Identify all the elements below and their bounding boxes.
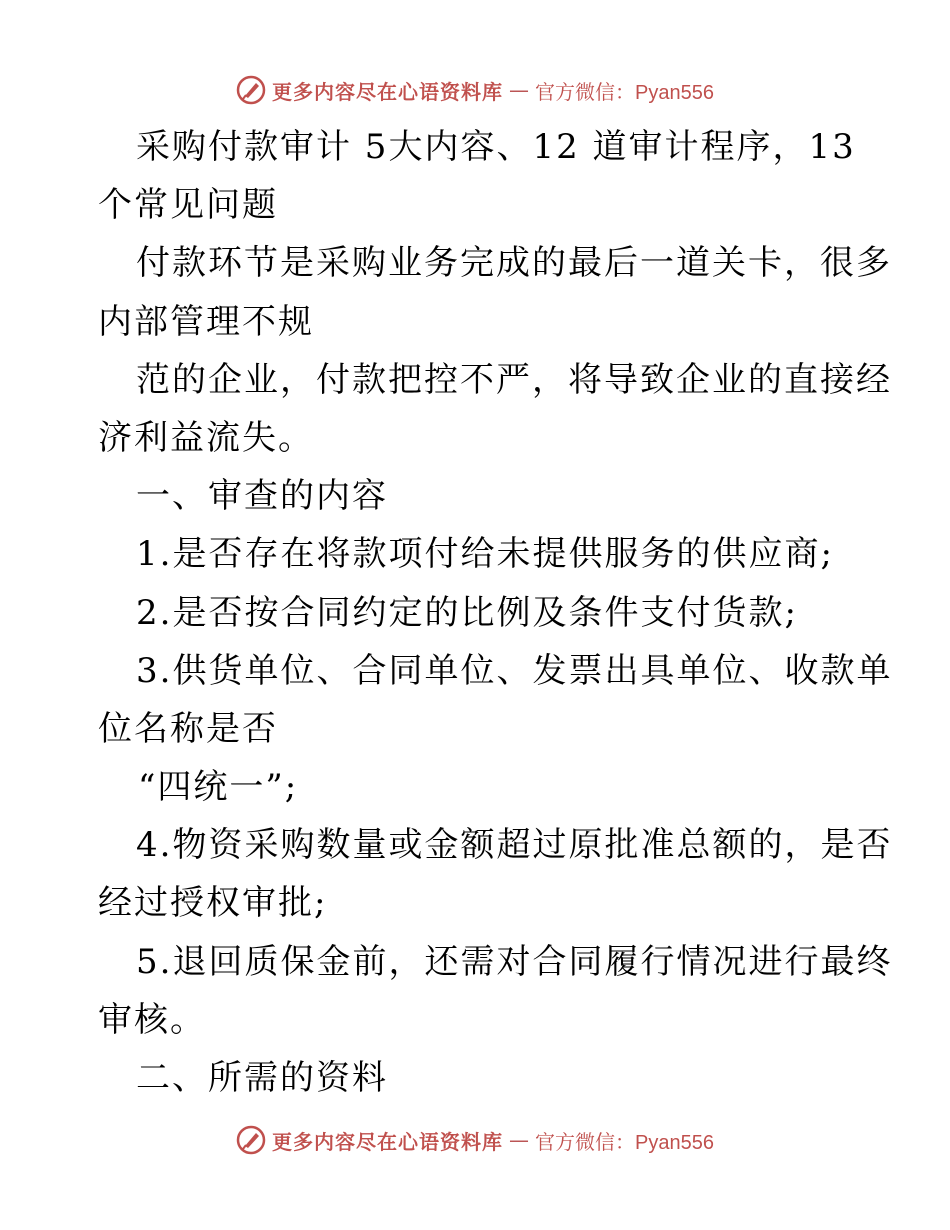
paragraph-line: 内部管理不规 <box>98 301 314 342</box>
header-watermark <box>0 70 950 110</box>
watermark-separator: — <box>509 1128 530 1152</box>
document-body <box>98 118 893 1107</box>
watermark-brand: 更多内容尽在心语资料库 <box>272 1129 504 1154</box>
watermark-contact-label: 官方微信： <box>535 79 636 104</box>
watermark-brand: 更多内容尽在心语资料库 <box>272 79 504 104</box>
list-item-continued: 位名称是否 <box>98 708 278 749</box>
watermark-contact <box>535 76 714 105</box>
list-item: 3.供货单位、合同单位、发票出具单位、收款单 <box>136 650 893 691</box>
footer-watermark <box>0 1120 950 1160</box>
quill-logo-icon <box>236 1125 266 1155</box>
quill-logo-icon <box>236 75 266 105</box>
paragraph-line: 付款环节是采购业务完成的最后一道关卡，很多 <box>136 243 892 284</box>
list-item-continued: 审核。 <box>98 999 206 1040</box>
watermark-separator: — <box>509 78 530 102</box>
document-title-continued: 个常见问题 <box>98 185 278 226</box>
document-title: 采购付款审计 5大内容、12 道审计程序，13 <box>136 127 856 167</box>
watermark-contact-handle: Pyan556 <box>635 81 714 104</box>
list-item: 2.是否按合同约定的比例及条件支付货款; <box>136 592 798 633</box>
paragraph-line: 范的企业，付款把控不严，将导致企业的直接经 <box>136 359 892 400</box>
section-heading-review-content: 一、审查的内容 <box>136 476 388 517</box>
paragraph-line: 济利益流失。 <box>98 417 314 458</box>
list-item: 5.退回质保金前，还需对合同履行情况进行最终 <box>136 941 893 982</box>
list-item: 1.是否存在将款项付给未提供服务的供应商; <box>136 534 834 575</box>
section-heading-required-materials: 二、所需的资料 <box>136 1058 388 1098</box>
list-item-continued: “四统一”; <box>138 767 299 808</box>
list-item: 4.物资采购数量或金额超过原批准总额的，是否 <box>136 825 893 866</box>
watermark-contact-label: 官方微信： <box>535 1129 636 1154</box>
list-item-continued: 经过授权审批; <box>98 883 328 924</box>
watermark-contact <box>535 1126 714 1155</box>
watermark-contact-handle: Pyan556 <box>635 1131 714 1154</box>
